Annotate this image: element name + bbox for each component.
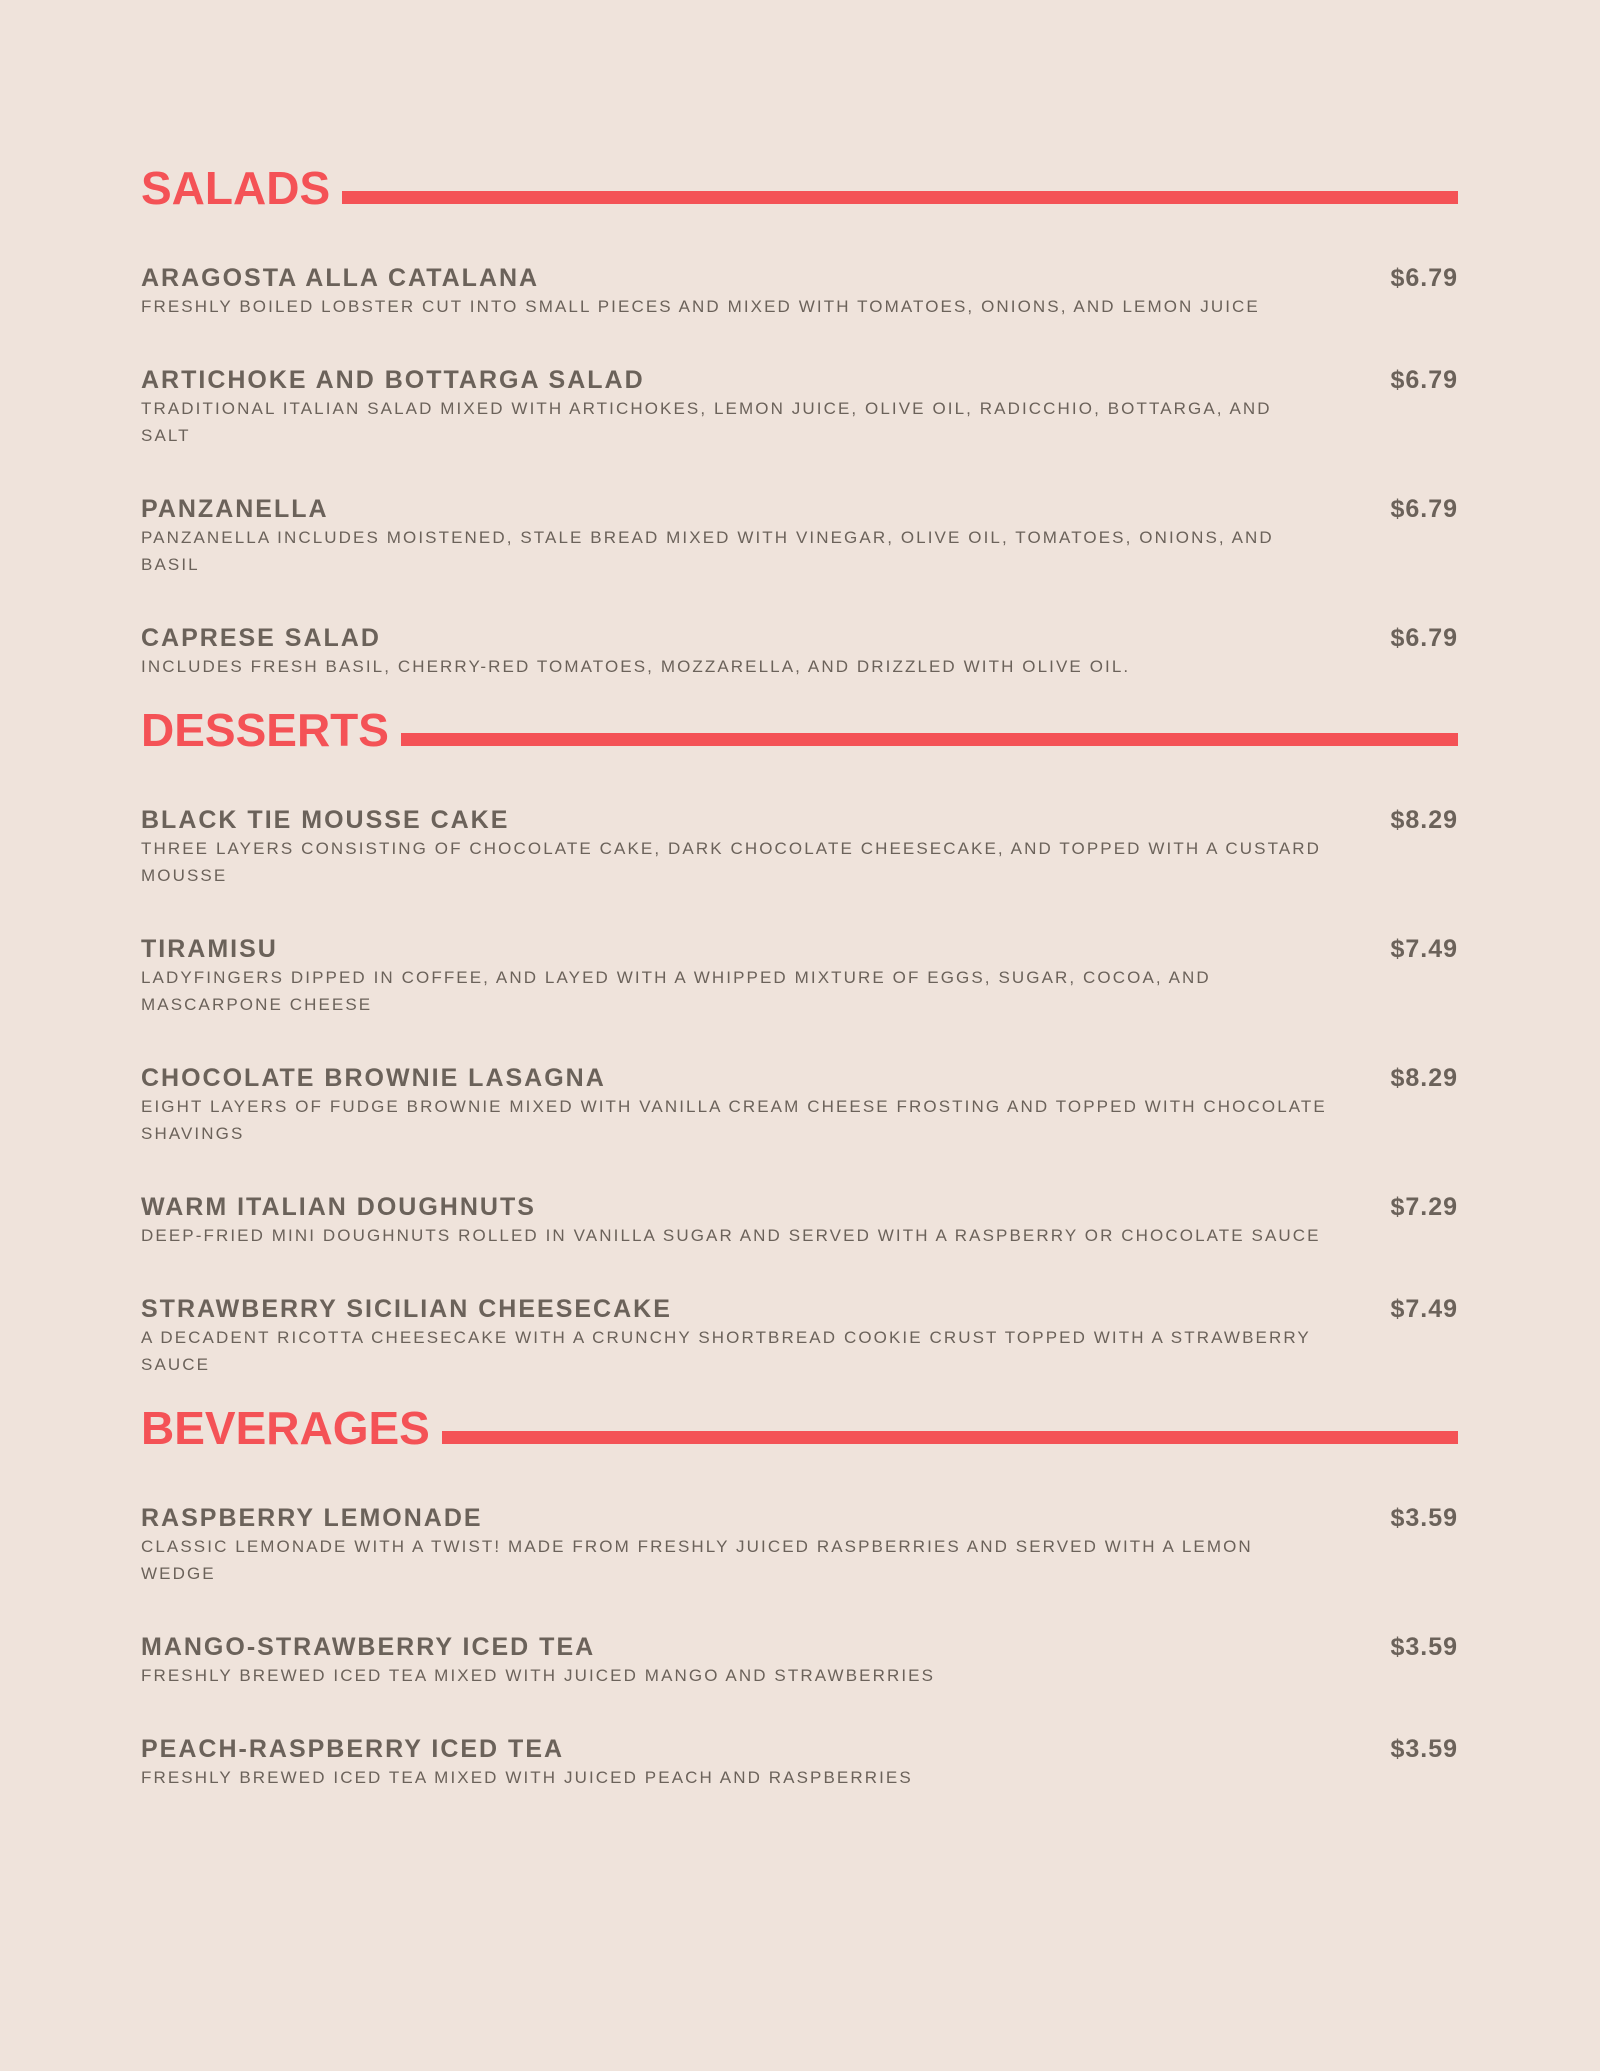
menu-section-beverages <box>141 1403 1458 1791</box>
menu-item-price: $3.59 <box>1390 1735 1458 1763</box>
section-divider <box>342 191 1458 204</box>
menu-item-description: TRADITIONAL ITALIAN SALAD MIXED WITH ARTICHOKES, LEMON JUICE, OLIVE OIL, RADICCHIO, BOTTARGA, AND SALT <box>141 399 1272 445</box>
menu-item <box>141 805 1458 889</box>
menu-item-name: MANGO-STRAWBERRY ICED TEA <box>141 1633 596 1661</box>
menu-item-name: CHOCOLATE BROWNIE LASAGNA <box>141 1064 606 1092</box>
menu-item-description: FRESHLY BREWED ICED TEA MIXED WITH JUICED MANGO AND STRAWBERRIES <box>141 1666 936 1685</box>
menu-item-price: $6.79 <box>1390 366 1458 394</box>
section-header <box>141 163 1458 213</box>
menu-item-description: LADYFINGERS DIPPED IN COFFEE, AND LAYED WITH A WHIPPED MIXTURE OF EGGS, SUGAR, COCOA, AND MASCARPONE CHEESE <box>141 968 1211 1014</box>
menu-item-price: $6.79 <box>1390 624 1458 652</box>
menu-item <box>141 1503 1458 1587</box>
section-title: BEVERAGES <box>141 1402 430 1454</box>
menu-item-header <box>141 805 1458 835</box>
menu-item-header <box>141 934 1458 964</box>
menu-item-header <box>141 494 1458 524</box>
menu-item-name: WARM ITALIAN DOUGHNUTS <box>141 1193 536 1221</box>
menu-item-name: TIRAMISU <box>141 935 278 963</box>
menu-item <box>141 623 1458 680</box>
menu-item-name: PANZANELLA <box>141 495 329 523</box>
section-title: DESSERTS <box>141 704 389 756</box>
menu-item <box>141 1632 1458 1689</box>
menu-item-price: $6.79 <box>1390 264 1458 292</box>
menu-item-header <box>141 1632 1458 1662</box>
section-header <box>141 1403 1458 1453</box>
menu-item <box>141 934 1458 1018</box>
menu-item-description: DEEP-FRIED MINI DOUGHNUTS ROLLED IN VANILLA SUGAR AND SERVED WITH A RASPBERRY OR CHOCOLATE SAUCE <box>141 1226 1321 1245</box>
menu-item-name: BLACK TIE MOUSSE CAKE <box>141 806 510 834</box>
menu-item-header <box>141 365 1458 395</box>
menu-item-name: ARTICHOKE AND BOTTARGA SALAD <box>141 366 645 394</box>
menu-section-salads <box>141 163 1458 680</box>
menu-item-description: PANZANELLA INCLUDES MOISTENED, STALE BREAD MIXED WITH VINEGAR, OLIVE OIL, TOMATOES, ONIONS, AND BASIL <box>141 528 1274 574</box>
menu-item-name: RASPBERRY LEMONADE <box>141 1504 483 1532</box>
menu-item-description: EIGHT LAYERS OF FUDGE BROWNIE MIXED WITH VANILLA CREAM CHEESE FROSTING AND TOPPED WITH CHOCOLATE SHAVINGS <box>141 1097 1327 1143</box>
menu-item-price: $8.29 <box>1390 806 1458 834</box>
menu-item-price: $7.49 <box>1390 935 1458 963</box>
menu-item-list <box>141 805 1458 1378</box>
menu-item-price: $3.59 <box>1390 1504 1458 1532</box>
section-header <box>141 705 1458 755</box>
menu-item-price: $7.29 <box>1390 1193 1458 1221</box>
menu-item <box>141 263 1458 320</box>
section-title: SALADS <box>141 162 331 214</box>
menu-item-price: $6.79 <box>1390 495 1458 523</box>
menu-item <box>141 1734 1458 1791</box>
menu-item-header <box>141 1734 1458 1764</box>
menu-item-price: $7.49 <box>1390 1295 1458 1323</box>
menu-item-name: PEACH-RASPBERRY ICED TEA <box>141 1735 565 1763</box>
menu-section-desserts <box>141 705 1458 1378</box>
menu-item <box>141 1063 1458 1147</box>
menu-item-price: $3.59 <box>1390 1633 1458 1661</box>
menu-item-name: CAPRESE SALAD <box>141 624 381 652</box>
section-divider <box>442 1431 1458 1444</box>
menu-item-name: ARAGOSTA ALLA CATALANA <box>141 264 540 292</box>
menu-item <box>141 494 1458 578</box>
menu-item-header <box>141 1503 1458 1533</box>
menu-item-description: FRESHLY BOILED LOBSTER CUT INTO SMALL PIECES AND MIXED WITH TOMATOES, ONIONS, AND LEMON JUICE <box>141 297 1260 316</box>
menu-item-list <box>141 263 1458 680</box>
menu-item-description: FRESHLY BREWED ICED TEA MIXED WITH JUICED PEACH AND RASPBERRIES <box>141 1768 913 1787</box>
section-divider <box>401 733 1458 746</box>
menu-item-name: STRAWBERRY SICILIAN CHEESECAKE <box>141 1295 672 1323</box>
menu-item-description: THREE LAYERS CONSISTING OF CHOCOLATE CAKE, DARK CHOCOLATE CHEESECAKE, AND TOPPED WITH A CUSTARD MOUSSE <box>141 839 1322 885</box>
menu-item-header <box>141 623 1458 653</box>
menu-item-price: $8.29 <box>1390 1064 1458 1092</box>
menu-item-header <box>141 1063 1458 1093</box>
menu-item-list <box>141 1503 1458 1791</box>
menu-item-header <box>141 1294 1458 1324</box>
menu-item-description: A DECADENT RICOTTA CHEESECAKE WITH A CRUNCHY SHORTBREAD COOKIE CRUST TOPPED WITH A STRAWBERRY SAUCE <box>141 1328 1311 1374</box>
menu-item-description: INCLUDES FRESH BASIL, CHERRY-RED TOMATOES, MOZZARELLA, AND DRIZZLED WITH OLIVE OIL. <box>141 657 1131 676</box>
menu-item-header <box>141 1192 1458 1222</box>
menu-item <box>141 1294 1458 1378</box>
menu-item <box>141 1192 1458 1249</box>
menu-item <box>141 365 1458 449</box>
menu-item-header <box>141 263 1458 293</box>
menu-item-description: CLASSIC LEMONADE WITH A TWIST! MADE FROM FRESHLY JUICED RASPBERRIES AND SERVED WITH A LEMON WEDGE <box>141 1537 1253 1583</box>
